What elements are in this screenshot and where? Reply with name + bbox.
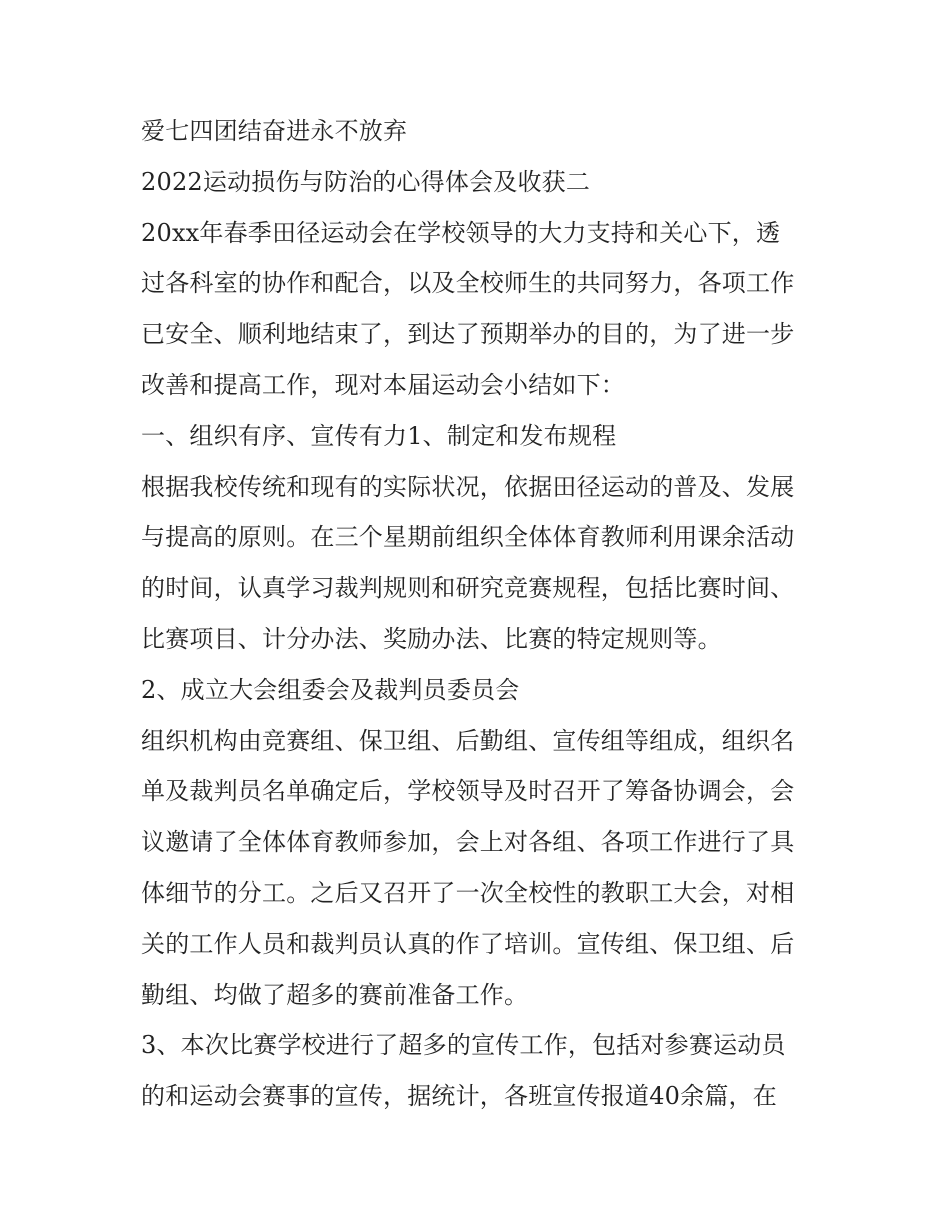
text-line: 3、本次比赛学校进行了超多的宣传工作，包括对参赛运动员 (141, 1031, 786, 1060)
text-line: 2022运动损伤与防治的心得体会及收获二 (141, 167, 591, 196)
text-line: 勤组、均做了超多的赛前准备工作。 (141, 980, 529, 1009)
text-line: 2、成立大会组委会及裁判员委员会 (141, 675, 520, 704)
text-line: 议邀请了全体体育教师参加，会上对各组、各项工作进行了具 (141, 828, 795, 857)
text-line: 一、组织有序、宣传有力1、制定和发布规程 (141, 421, 617, 450)
text-line: 关的工作人员和裁判员认真的作了培训。宣传组、保卫组、后 (141, 929, 795, 958)
text-line: 20xx年春季田径运动会在学校领导的大力支持和关心下，透 (141, 218, 781, 247)
text-line: 与提高的原则。在三个星期前组织全体体育教师利用课余活动 (141, 523, 795, 552)
text-line: 的和运动会赛事的宣传，据统计，各班宣传报道40余篇，在 (141, 1082, 777, 1111)
text-line: 单及裁判员名单确定后，学校领导及时召开了筹备协调会，会 (141, 777, 795, 806)
text-line: 的时间，认真学习裁判规则和研究竞赛规程，包括比赛时间、 (141, 574, 795, 603)
document-body (141, 106, 821, 1122)
text-line: 根据我校传统和现有的实际状况，依据田径运动的普及、发展 (141, 472, 795, 501)
text-line: 爱七四团结奋进永不放弃 (141, 117, 408, 145)
text-line: 组织机构由竞赛组、保卫组、后勤组、宣传组等组成，组织名 (141, 726, 795, 755)
text-line: 过各科室的协作和配合，以及全校师生的共同努力，各项工作 (141, 269, 795, 298)
text-line: 已安全、顺利地结束了，到达了预期举办的目的，为了进一步 (141, 320, 795, 349)
text-line: 体细节的分工。之后又召开了一次全校性的教职工大会，对相 (141, 878, 795, 907)
text-line: 比赛项目、计分办法、奖励办法、比赛的特定规则等。 (141, 624, 722, 653)
text-line: 改善和提高工作，现对本届运动会小结如下： (141, 370, 625, 399)
